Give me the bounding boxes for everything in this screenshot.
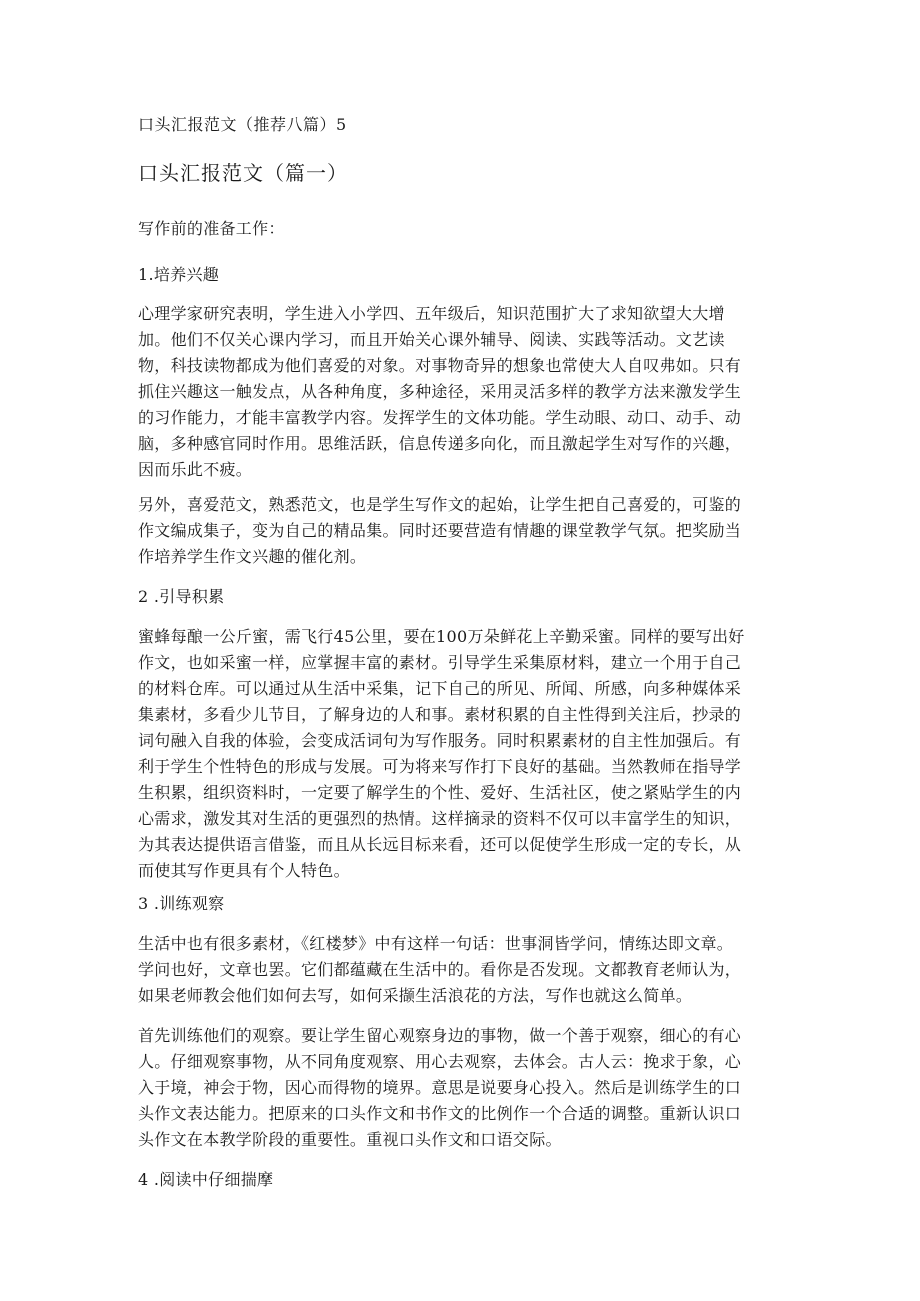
paragraph-line: 物，科技读物都成为他们喜爱的对象。对事物奇异的想象也常使大人自叹弗如。只有 [138,356,742,375]
paragraph-line: 另外，喜爱范文，熟悉范文，也是学生写作文的起始，让学生把自己喜爱的，可鉴的 [138,495,742,514]
paragraph-line: 头作文在本教学阶段的重要性。重视口头作文和口语交际。 [138,1130,562,1149]
paragraph-line: 学问也好，文章也罢。它们都蕴藏在生活中的。看你是否发现。文都教育老师认为， [138,960,742,979]
paragraph-line: 首先训练他们的观察。要让学生留心观察身边的事物，做一个善于观察，细心的有心 [138,1026,742,1045]
paragraph-line: 脑，多种感官同时作用。思维活跃，信息传递多向化，而且激起学生对写作的兴趣， [138,434,742,453]
paragraph-4 [138,931,778,1009]
paragraph-line: 因而乐此不疲。 [138,460,253,479]
paragraph-2 [138,492,778,570]
paragraph-1 [138,301,778,483]
paragraph-line: 的材料仓库。可以通过从生活中采集，记下自己的所见、所闻、所感，向多种媒体采 [138,679,742,698]
heading-4: 4 .阅读中仔细揣摩 [138,1170,274,1189]
paragraph-line: 如果老师教会他们如何去写，如何采撷生活浪花的方法，写作也就这么简单。 [138,986,693,1005]
paragraph-line: 加。他们不仅关心课内学习，而且开始关心课外辅导、阅读、实践等活动。文艺读 [138,330,725,349]
intro-text: 写作前的准备工作： [138,219,285,238]
document-title: 口头汇报范文（推荐八篇）5 [138,115,347,134]
paragraph-line: 生积累，组织资料时，一定要了解学生的个性、爱好、生活社区，使之紧贴学生的内 [138,783,742,802]
paragraph-line: 利于学生个性特色的形成与发展。可为将来写作打下良好的基础。当然教师在指导学 [138,757,742,776]
paragraph-line: 入于境，神会于物，因心而得物的境界。意思是说要身心投入。然后是训练学生的口 [138,1078,742,1097]
section-title: 口头汇报范文（篇一） [138,161,348,185]
paragraph-line: 作文编成集子，变为自己的精品集。同时还要营造有情趣的课堂教学气氛。把奖励当 [138,521,742,540]
paragraph-line: 生活中也有很多素材，《红楼梦》中有这样一句话：世事洞皆学问，情练达即文章。 [138,934,734,953]
paragraph-line: 为其表达提供语言借鉴，而且从长远目标来看，还可以促使学生形成一定的专长，从 [138,835,742,854]
paragraph-line: 头作文表达能力。把原来的口头作文和书作文的比例作一个合适的调整。重新认识口 [138,1104,742,1123]
paragraph-line: 蜜蜂每酿一公斤蜜，需飞行45公里，要在100万朵鲜花上辛勤采蜜。同样的要写出好 [138,627,745,646]
heading-3: 3 .训练观察 [138,894,225,913]
heading-2: 2 .引导积累 [138,587,225,606]
paragraph-line: 词句融入自我的体验，会变成活词句为写作服务。同时积累素材的自主性加强后。有 [138,731,742,750]
paragraph-line: 心理学家研究表明，学生进入小学四、五年级后，知识范围扩大了求知欲望大大增 [138,304,725,323]
paragraph-line: 人。仔细观察事物，从不同角度观察、用心去观察，去体会。古人云：挽求于象，心 [138,1052,742,1071]
paragraph-3 [138,624,778,884]
paragraph-line: 作培养学生作文兴趣的催化剂。 [138,547,367,566]
paragraph-line: 的习作能力，才能丰富教学内容。发挥学生的文体功能。学生动眼、动口、动手、动 [138,408,742,427]
paragraph-line: 心需求，激发其对生活的更强烈的热情。这样摘录的资料不仅可以丰富学生的知识， [138,809,742,828]
paragraph-5 [138,1023,778,1153]
paragraph-line: 抓住兴趣这一触发点，从各种角度，多种途径，采用灵活多样的教学方法来激发学生 [138,382,742,401]
heading-1: 1.培养兴趣 [138,265,220,284]
paragraph-line: 而使其写作更具有个人特色。 [138,861,350,880]
paragraph-line: 集素材，多看少儿节目，了解身边的人和事。素材积累的自主性得到关注后，抄录的 [138,705,742,724]
paragraph-line: 作文，也如采蜜一样，应掌握丰富的素材。引导学生采集原材料，建立一个用于自己 [138,653,742,672]
